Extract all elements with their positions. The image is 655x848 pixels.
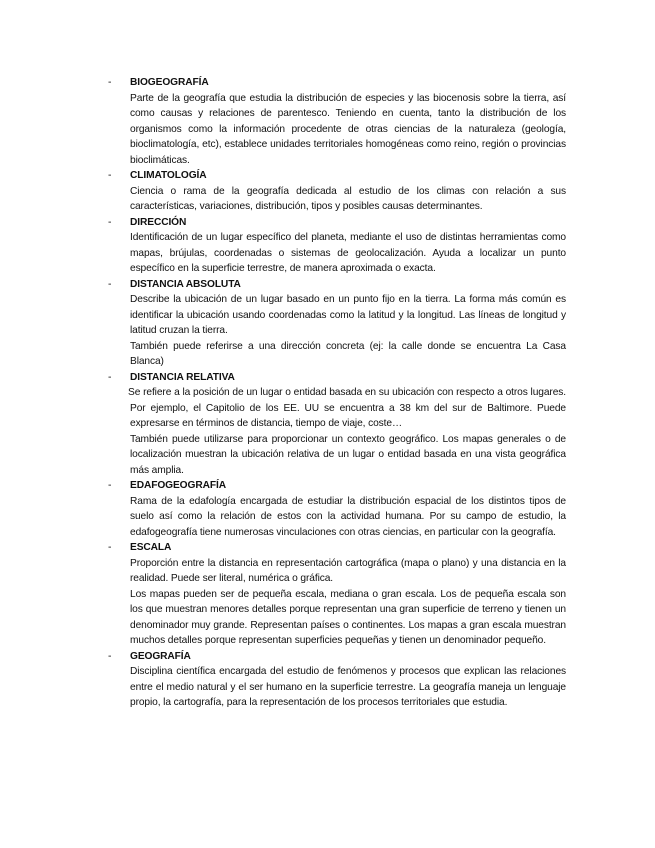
entry-term: CLIMATOLOGÍA xyxy=(130,170,207,181)
glossary-entry-direccion xyxy=(108,215,566,277)
bullet-dash: - xyxy=(108,216,112,228)
entry-term: DISTANCIA RELATIVA xyxy=(130,371,235,383)
entry-definition-extra: También puede utilizarse para proporcionar un contexto geográfico. Los mapas generales o de localización muestran la ubicación relativa de un lugar o entidad basada en una vista geográfica más amplia. xyxy=(130,433,566,476)
bullet-dash: - xyxy=(108,480,112,491)
glossary-list xyxy=(108,75,566,711)
entry-term: DIRECCIÓN xyxy=(130,216,187,228)
glossary-entry-escala xyxy=(108,540,566,649)
bullet-dash: - xyxy=(108,77,112,88)
entry-term: DISTANCIA ABSOLUTA xyxy=(130,278,241,290)
entry-definition: Ciencia o rama de la geografía dedicada al estudio de los climas con relación a sus características, variaciones, distribución, tipos y posibles causas determinantes. xyxy=(130,185,566,212)
glossary-entry-climatologia xyxy=(108,168,566,215)
entry-term: BIOGEOGRAFÍA xyxy=(130,77,209,88)
bullet-dash: - xyxy=(108,371,112,383)
glossary-entry-distancia-absoluta xyxy=(108,277,566,370)
glossary-entry-biogeografia xyxy=(108,75,566,168)
entry-definition-extra: Los mapas pueden ser de pequeña escala, mediana o gran escala. Los de pequeña escala son los que muestran menores detalles porque representan una gran superficie de terreno y tienen un denominador muy grande. Representan países o continentes. Los mapas a gran escala muestran muchos detalles porque representan superficies pequeñas y tienen un denominador pequeño. xyxy=(130,588,566,646)
entry-term: ESCALA xyxy=(130,542,172,553)
entry-definition: Identificación de un lugar específico del planeta, mediante el uso de distintas herramientas como mapas, brújulas, coordenadas o sistemas de geolocalización. Ayuda a localizar un punto específico en la superficie terrestre, de manera aproximada o exacta. xyxy=(130,232,566,274)
glossary-entry-distancia-relativa xyxy=(108,370,566,479)
bullet-dash: - xyxy=(108,650,112,662)
bullet-dash: - xyxy=(108,278,112,290)
entry-term: GEOGRAFÍA xyxy=(130,650,191,662)
entry-definition: Parte de la geografía que estudia la distribución de especies y las biocenosis sobre la tierra, así como causas y relaciones de parentesco. Teniendo en cuenta, tanto la distribución de los organismos como la información procedente de otras ciencias de la naturaleza (geología, bioclimatología, etc), establece unidades territoriales homogéneas como reino, región o provincias bioclimáticas. xyxy=(130,92,566,166)
glossary-entry-edafogeografia xyxy=(108,478,566,540)
bullet-dash: - xyxy=(108,170,112,181)
glossary-entry-geografia xyxy=(108,649,566,711)
entry-term: EDAFOGEOGRAFÍA xyxy=(130,480,226,491)
bullet-dash: - xyxy=(108,542,112,553)
entry-definition: Describe la ubicación de un lugar basado en un punto fijo en la tierra. La forma más común es identificar la ubicación usando coordenadas como la latitud y la longitud. Las líneas de longitud y latitud cruzan la tierra. xyxy=(130,294,566,336)
entry-definition: Se refiere a la posición de un lugar o entidad basada en su ubicación con respecto a otros lugares. Por ejemplo, el Capitolio de los EE. UU se encuentra a 38 km del sur de Baltimore. Puede expresarse en términos de distancia, tiempo de viaje, coste… xyxy=(128,387,566,429)
entry-definition: Disciplina científica encargada del estudio de fenómenos y procesos que explican las relaciones entre el medio natural y el ser humano en la superficie terrestre. La geografía maneja un lenguaje propio, la cartografía, para la representación de los procesos territoriales que estudia. xyxy=(130,666,566,708)
entry-definition: Proporción entre la distancia en representación cartográfica (mapa o plano) y una distancia en la realidad. Puede ser literal, numérica o gráfica. xyxy=(130,557,566,584)
entry-definition: Rama de la edafología encargada de estudiar la distribución espacial de los distintos tipos de suelo así como la relación de estos con la actividad humana. Por su campo de estudio, la edafogeografía tiene numerosas vinculaciones con otras ciencias, en particular con la geografía. xyxy=(130,495,566,538)
entry-definition-extra: También puede referirse a una dirección concreta (ej: la calle donde se encuentra La Casa Blanca) xyxy=(130,340,566,367)
